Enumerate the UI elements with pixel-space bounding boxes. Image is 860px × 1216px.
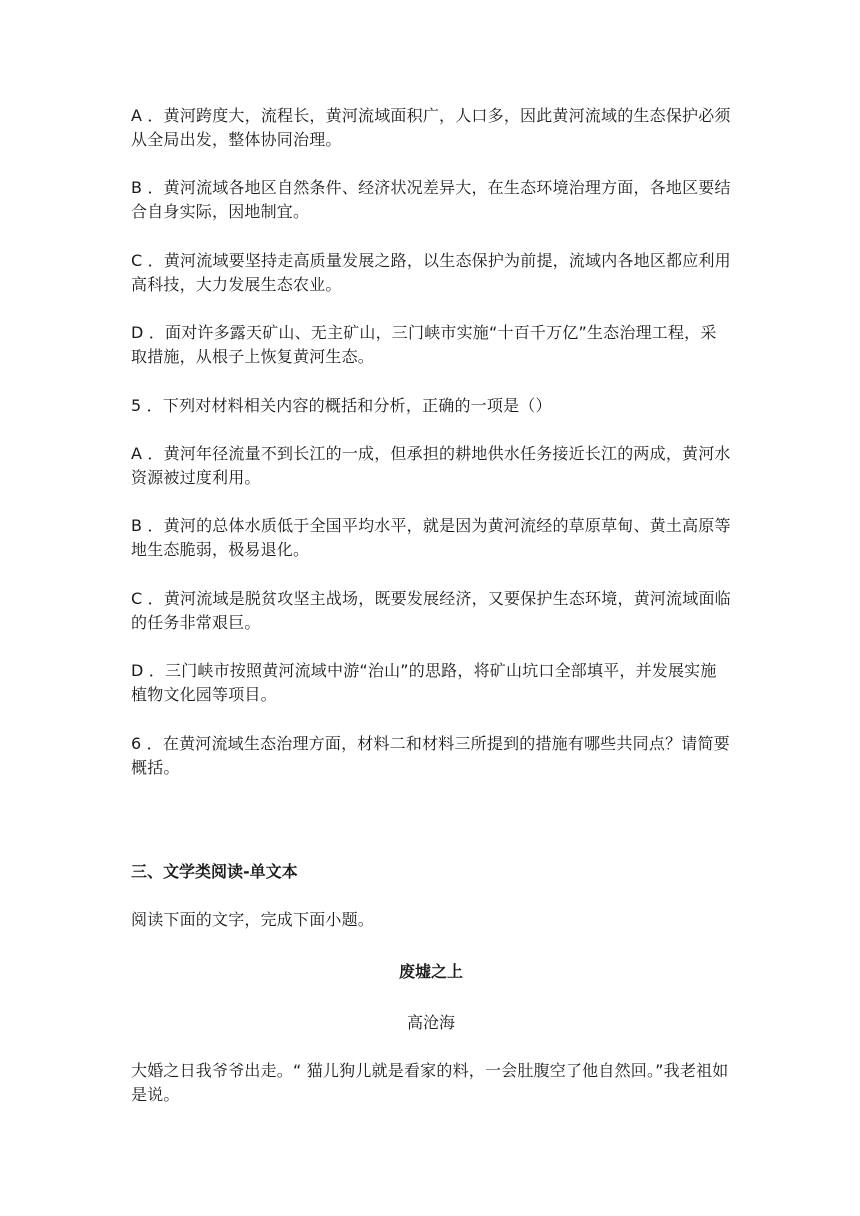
reading-instruction: 阅读下面的文字，完成下面小题。 — [131, 910, 375, 929]
q5-option-a: A ．黄河年径流量不到长江的一成，但承担的耕地供水任务接近长江的两成，黄河水资源被过度利用。 — [131, 444, 731, 487]
q6-stem: 6 ．在黄河流域生态治理方面，材料二和材料三所提到的措施有哪些共同点？请简要概括。 — [131, 734, 730, 777]
passage-title: 废墟之上 — [398, 962, 463, 981]
q4-option-c: C ．黄河流域要坚持走高质量发展之路，以生态保护为前提，流域内各地区都应利用高科技，大力发展生态农业。 — [131, 251, 731, 294]
q4-option-a: A ．黄河跨度大，流程长，黄河流域面积广，人口多，因此黄河流域的生态保护必须从全局出发，整体协同治理。 — [131, 106, 731, 149]
q5-option-b: B ．黄河的总体水质低于全国平均水平，就是因为黄河流经的草原草甸、黄土高原等地生态脆弱，极易退化。 — [131, 516, 731, 559]
q5-option-c: C ．黄河流域是脱贫攻坚主战场，既要发展经济，又要保护生态环境，黄河流域面临的任务非常艰巨。 — [131, 589, 731, 632]
q5-stem: 5 ．下列对材料相关内容的概括和分析，正确的一项是（） — [131, 396, 552, 415]
q4-option-b: B ．黄河流域各地区自然条件、经济状况差异大，在生态环境治理方面，各地区要结合自身实际，因地制宜。 — [131, 178, 731, 221]
passage-author: 高沧海 — [406, 1013, 455, 1032]
passage-paragraph: 大婚之日我爷爷出走。“ 猫儿狗儿就是看家的料，一会肚腹空了他自然回。”我老祖如是说。 — [131, 1061, 729, 1104]
q5-option-d: D ．三门峡市按照黄河流域中游“治山”的思路，将矿山坑口全部填平，并发展实施植物文化园等项目。 — [131, 661, 717, 704]
q4-option-d: D ．面对许多露天矿山、无主矿山，三门峡市实施“十百千万亿”生态治理工程，采取措施，从根子上恢复黄河生态。 — [131, 323, 717, 366]
section-heading: 三、文学类阅读-单文本 — [131, 862, 298, 881]
